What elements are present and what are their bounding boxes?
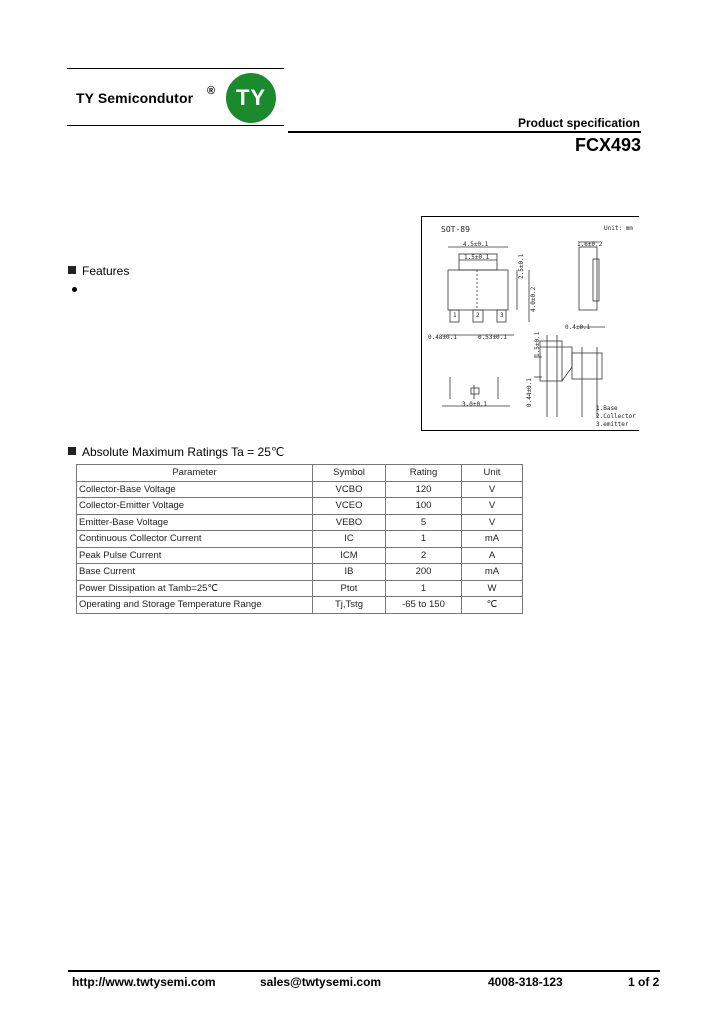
- dim-label: 1.5±0.1: [534, 331, 541, 357]
- cell-symbol: VCBO: [313, 481, 386, 498]
- dim-label: 2.5±0.1: [518, 253, 525, 279]
- cell-unit: V: [462, 498, 523, 515]
- cell-symbol: VCEO: [313, 498, 386, 515]
- table-row: [77, 580, 523, 597]
- col-header-unit: Unit: [462, 465, 523, 482]
- features-heading-text: Features: [82, 264, 130, 278]
- table-row: [77, 564, 523, 581]
- dim-label: 0.48±0.1: [428, 334, 457, 341]
- table-row: [77, 547, 523, 564]
- cell-symbol: VEBO: [313, 514, 386, 531]
- registered-mark: ®: [207, 85, 216, 97]
- dim-label: 1.6±0.2: [577, 241, 603, 248]
- phone-number: 4008-318-123: [488, 975, 563, 989]
- ratings-heading: [68, 445, 284, 459]
- cell-rating: 100: [386, 498, 462, 515]
- col-header-rating: Rating: [386, 465, 462, 482]
- cell-rating: 120: [386, 481, 462, 498]
- cell-symbol: Tj,Tstg: [313, 597, 386, 614]
- cell-symbol: IB: [313, 564, 386, 581]
- cell-symbol: IC: [313, 531, 386, 548]
- dim-label: 1.5±0.1: [464, 254, 490, 261]
- cell-parameter: Power Dissipation at Tamb=25℃: [77, 580, 313, 597]
- cell-unit: V: [462, 514, 523, 531]
- ty-logo: [226, 73, 276, 123]
- cell-unit: mA: [462, 531, 523, 548]
- email-link[interactable]: sales@twtysemi.com: [260, 975, 382, 989]
- cell-unit: ℃: [462, 597, 523, 614]
- square-bullet-icon: [68, 266, 76, 274]
- cell-symbol: Ptot: [313, 580, 386, 597]
- square-bullet-icon: [68, 447, 76, 455]
- cell-rating: 200: [386, 564, 462, 581]
- body-side-view: [579, 247, 597, 310]
- cell-symbol: ICM: [313, 547, 386, 564]
- pin-3-label: 3: [500, 312, 504, 319]
- cell-parameter: Base Current: [77, 564, 313, 581]
- cell-unit: mA: [462, 564, 523, 581]
- cell-rating: -65 to 150: [386, 597, 462, 614]
- cell-parameter: Operating and Storage Temperature Range: [77, 597, 313, 614]
- table-row: [77, 514, 523, 531]
- pin-2-label: 2: [476, 312, 480, 319]
- part-number: FCX493: [574, 135, 641, 155]
- header-brand-rule: [67, 125, 284, 126]
- dim-label: 4.5±0.1: [463, 241, 489, 248]
- pin-legend-3: 3.emitter: [596, 421, 629, 428]
- dim-label: 0.53±0.1: [478, 334, 507, 341]
- cell-rating: 2: [386, 547, 462, 564]
- table-row: [77, 531, 523, 548]
- cell-rating: 1: [386, 580, 462, 597]
- dim-label: 0.44±0.1: [526, 378, 533, 407]
- cell-rating: 5: [386, 514, 462, 531]
- page-number: 1 of 2: [628, 975, 660, 989]
- bullet-dot-icon: [72, 287, 77, 292]
- features-heading: [68, 264, 129, 278]
- cell-unit: A: [462, 547, 523, 564]
- cell-parameter: Continuous Collector Current: [77, 531, 313, 548]
- cell-parameter: Peak Pulse Current: [77, 547, 313, 564]
- pin-1-label: 1: [453, 312, 457, 319]
- website-link[interactable]: http://www.twtysemi.com: [72, 975, 216, 989]
- package-name: SOT-89: [441, 225, 470, 234]
- header-right-rule: [288, 131, 641, 133]
- logo-text: TY: [235, 85, 267, 110]
- brand-name: TY Semicondutor: [76, 90, 194, 106]
- header-top-rule: [67, 68, 284, 69]
- dim-label: 0.4±0.1: [565, 324, 591, 331]
- col-header-symbol: Symbol: [313, 465, 386, 482]
- body-top-view: [448, 270, 508, 310]
- package-unit: Unit: mm: [604, 225, 633, 232]
- cell-parameter: Collector-Base Voltage: [77, 481, 313, 498]
- product-specification-label: Product specification: [517, 116, 640, 130]
- ratings-heading-text: Absolute Maximum Ratings Ta = 25℃: [82, 445, 285, 459]
- table-row: [77, 481, 523, 498]
- cell-parameter: Emitter-Base Voltage: [77, 514, 313, 531]
- pin-legend-1: 1.Base: [596, 405, 618, 412]
- table-header-row: [77, 465, 523, 482]
- package-drawing: [421, 216, 639, 431]
- table-row: [77, 597, 523, 614]
- cell-parameter: Collector-Emitter Voltage: [77, 498, 313, 515]
- col-header-parameter: Parameter: [77, 465, 313, 482]
- cell-rating: 1: [386, 531, 462, 548]
- table-row: [77, 498, 523, 515]
- ratings-table: [76, 464, 523, 614]
- cell-unit: V: [462, 481, 523, 498]
- dim-label: 3.0±0.1: [462, 401, 488, 408]
- footer-rule: [68, 970, 660, 972]
- dim-label: 4.0±0.2: [530, 286, 537, 312]
- pin-legend-2: 2.Collector: [596, 413, 636, 420]
- cell-unit: W: [462, 580, 523, 597]
